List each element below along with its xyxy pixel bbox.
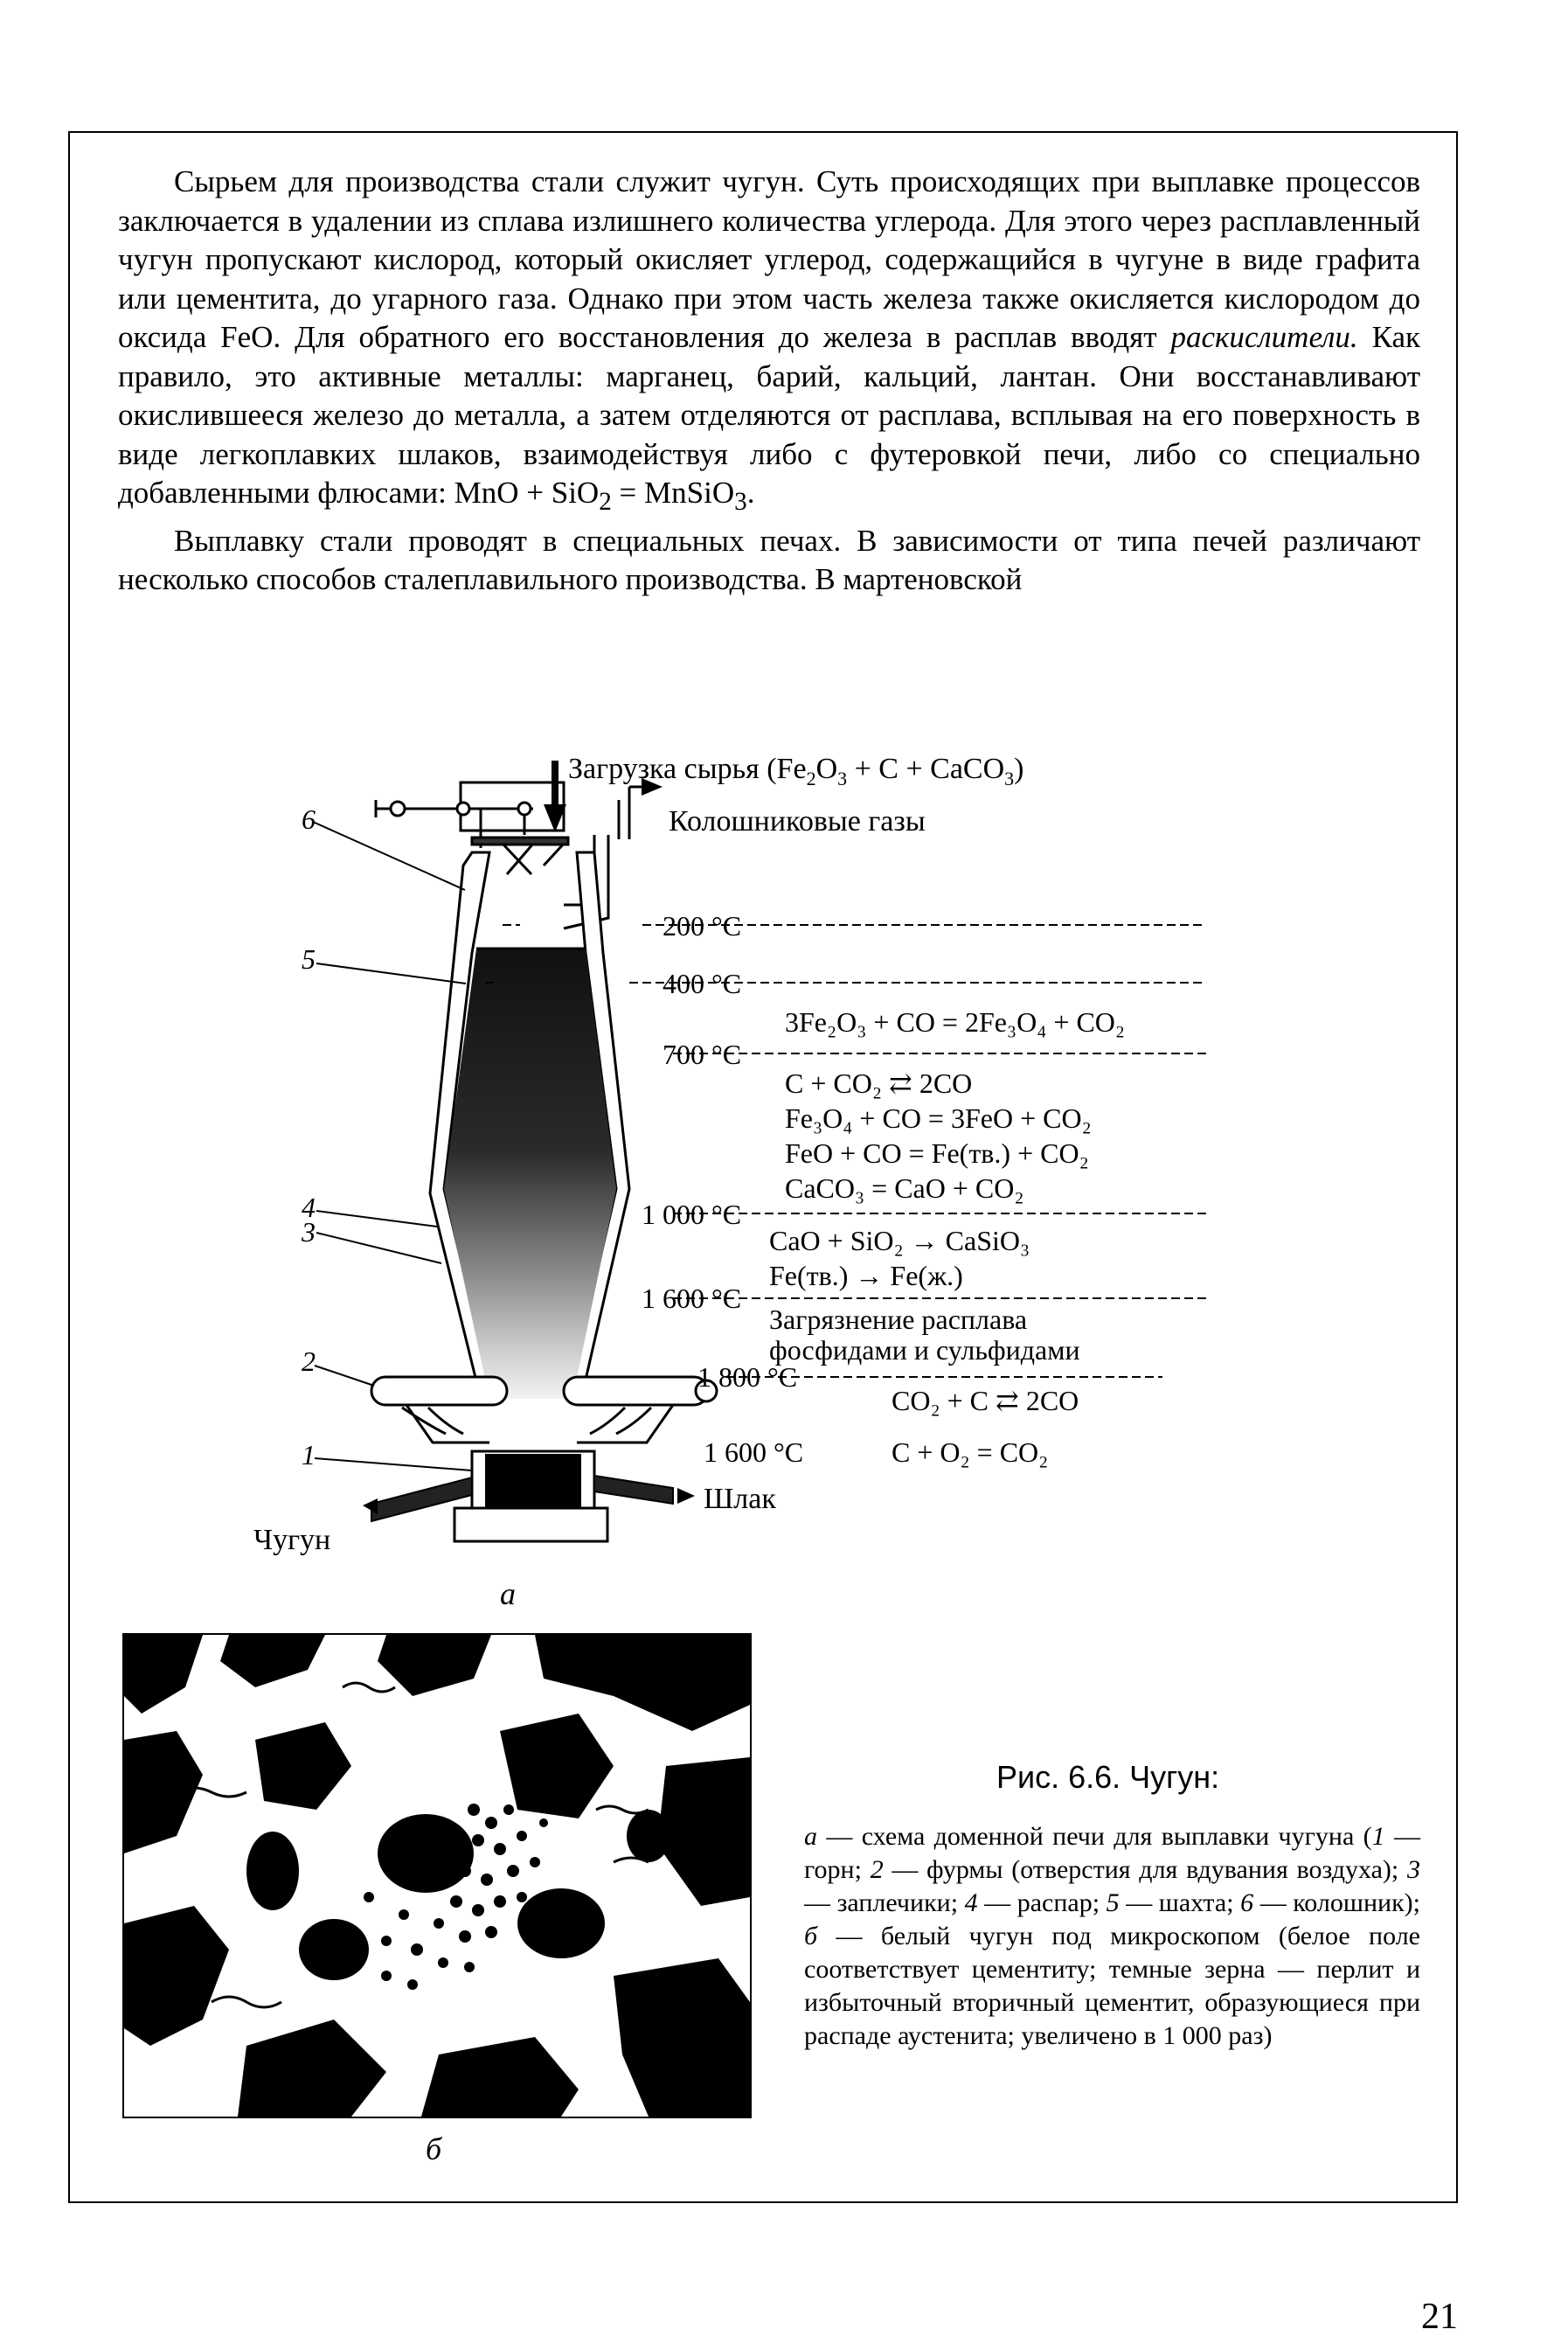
figure-a-label: а	[500, 1576, 516, 1611]
reaction-10: C + O₂ = CO₂	[892, 1436, 1049, 1468]
part-number-4: 4	[302, 1192, 316, 1223]
temp-1600-a: 1 600 °C	[642, 1283, 742, 1314]
flue-gas-label: Колошниковые газы	[669, 805, 926, 838]
paragraph-2: Выплавку стали проводят в специальных печах. В зависимости от типа печей различают несколько способов сталеплавильного производства. В мартеновской	[118, 523, 1420, 596]
page-number: 21	[1421, 2297, 1458, 2337]
reaction-3: Fe₃O₄ + CO = 3FeO + CO₂	[785, 1102, 1092, 1134]
part-number-2: 2	[302, 1345, 316, 1377]
microstructure-photo	[122, 1633, 752, 2118]
charge-label: Загрузка сырья ($Fe_2O_3 + C$ + CaCO$_3$)	[568, 753, 1024, 789]
iron-label: Чугун	[253, 1524, 331, 1556]
reaction-1: 3Fe₂O₃ + CO = 2Fe₃O₄ + CO₂	[785, 1006, 1126, 1038]
charge-arrow-bar	[552, 761, 559, 806]
part-number-1: 1	[302, 1439, 316, 1470]
term-deoxidizers: раскислители.	[1170, 320, 1358, 354]
slag-arrow	[677, 1488, 695, 1504]
reaction-6: CaO + SiO₂ → CaSiO₃	[769, 1225, 1030, 1256]
caption-text: а — схема доменной печи для выплавки чугуна (1 — горн; 2 — фурмы (отверстия для вдувания воздуха); 3 — заплечики; 4 — распар; 5 — шахта; 6 — колошник); б — белый чугун под микроскопом (белое поле соответствует цементиту; темные зерна — перлит и избыточный вторичный цементит, образующиеся при распаде аустенита; увеличено в 1 000 раз)	[804, 1822, 1421, 2050]
caption-title: Рис. 6.6. Чугун:	[996, 1759, 1220, 1795]
temp-700: 700 °C	[663, 1039, 742, 1070]
part-number-5: 5	[302, 943, 316, 975]
reaction-2: C + CO₂ ⇄ 2CO	[785, 1067, 973, 1099]
temp-1000: 1 000 °C	[642, 1199, 742, 1230]
body-text	[118, 163, 1420, 600]
reaction-8a: Загрязнение расплава	[769, 1304, 1028, 1335]
slag-label: Шлак	[704, 1483, 776, 1515]
hearth-molten-iron	[485, 1454, 581, 1508]
part-number-3: 3	[302, 1216, 316, 1248]
microstructure-image	[124, 1635, 750, 2117]
reaction-9: CO₂ + C ⇄ 2CO	[892, 1385, 1079, 1416]
temp-200: 200 °C	[663, 910, 742, 942]
iron-arrow	[363, 1498, 378, 1514]
blast-furnace-diagram	[219, 734, 1224, 1611]
reaction-5: CaCO₃ = CaO + CO₂	[785, 1172, 1024, 1204]
temp-1800: 1 800 °C	[697, 1361, 798, 1393]
part-number-6: 6	[302, 803, 316, 835]
figure-b-label: б	[426, 2131, 442, 2166]
hearth-base	[454, 1508, 607, 1541]
reaction-4: FeO + CO = Fe(тв.) + CO₂	[785, 1137, 1089, 1169]
slag-tap	[594, 1476, 673, 1504]
reaction-7: Fe(тв.) → Fe(ж.)	[769, 1260, 963, 1291]
paragraph-1: Сырьем для производства стали служит чугун. Суть происходящих при выплавке процессов заключается в удалении из сплава излишнего количества углерода. Для этого через расплавленный чугун пропускают кислород, который окисляет углерод, содержащийся в чугуне в виде графита или цементита, до угарного газа. Однако при этом часть железа также окисляется кислородом до оксида FeO. Для обратного его восстановления до железа в расплав вводят раскислители. Как правило, это активные металлы: марганец, барий, кальций, лантан. Они восстанавливают окислившееся железо до металла, а затем отделяются от расплава, всплывая на его поверхность в виде легкоплавких шлаков, взаимодействуя либо с футеровкой печи, либо со специально добавленными флюсами: MnO + SiO$_2$ = MnSiO$_3$.	[118, 164, 1420, 516]
reaction-8b: фосфидами и сульфидами	[769, 1334, 1080, 1366]
temp-1600-b: 1 600 °C	[704, 1436, 804, 1468]
temp-400: 400 °C	[663, 968, 742, 999]
part-numbers	[301, 803, 316, 1470]
